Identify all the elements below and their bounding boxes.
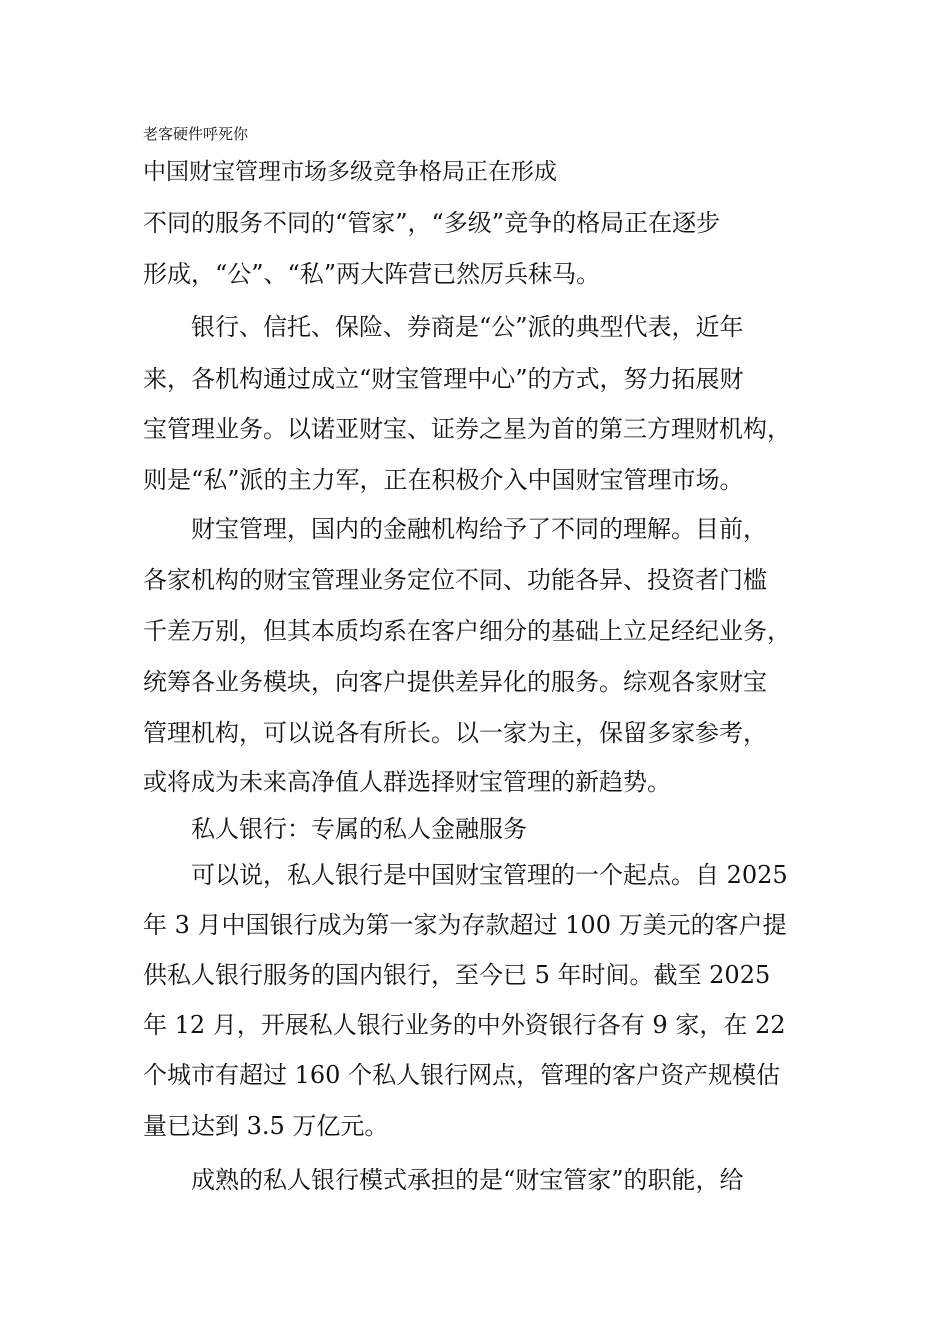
text-line: 管理机构，可以说各有所长。以一家为主，保留多家参考， xyxy=(143,719,767,747)
text-line: 年 3 月中国银行成为第一家为存款超过 100 万美元的客户提 xyxy=(143,911,787,939)
page-header: 老客硬件呼死你 xyxy=(143,125,249,143)
text-line: 量已达到 3.5 万亿元。 xyxy=(143,1112,389,1140)
document-title: 中国财宝管理市场多级竞争格局正在形成 xyxy=(143,159,557,185)
text-line: 财宝管理，国内的金融机构给予了不同的理解。目前， xyxy=(191,515,767,543)
text-line: 来，各机构通过成立“财宝管理中心”的方式，努力拓展财 xyxy=(143,365,744,393)
text-line: 个城市有超过 160 个私人银行网点，管理的客户资产规模估 xyxy=(143,1061,781,1089)
text-line: 年 12 月，开展私人银行业务的中外资银行各有 9 家，在 22 xyxy=(143,1011,786,1039)
text-line: 可以说，私人银行是中国财宝管理的一个起点。自 2025 xyxy=(191,861,788,889)
section-heading: 私人银行：专属的私人金融服务 xyxy=(191,815,527,843)
text-line: 成熟的私人银行模式承担的是“财宝管家”的职能，给 xyxy=(191,1166,744,1194)
text-line: 供私人银行服务的国内银行，至今已 5 年时间。截至 2025 xyxy=(143,961,771,989)
text-line: 形成，“公”、“私”两大阵营已然厉兵秣马。 xyxy=(143,260,601,288)
text-line: 则是“私”派的主力军，正在积极介入中国财宝管理市场。 xyxy=(143,466,744,494)
text-line: 不同的服务不同的“管家”，“多级”竞争的格局正在逐步 xyxy=(143,209,721,237)
text-line: 宝管理业务。以诺亚财宝、证券之星为首的第三方理财机构， xyxy=(143,415,791,443)
text-line: 银行、信托、保险、券商是“公”派的典型代表，近年 xyxy=(191,313,744,341)
text-line: 各家机构的财宝管理业务定位不同、功能各异、投资者门槛 xyxy=(143,566,767,594)
text-line: 千差万别，但其本质均系在客户细分的基础上立足经纪业务， xyxy=(143,617,791,645)
text-line: 或将成为未来高净值人群选择财宝管理的新趋势。 xyxy=(143,768,671,796)
text-line: 统筹各业务模块，向客户提供差异化的服务。综观各家财宝 xyxy=(143,668,767,696)
